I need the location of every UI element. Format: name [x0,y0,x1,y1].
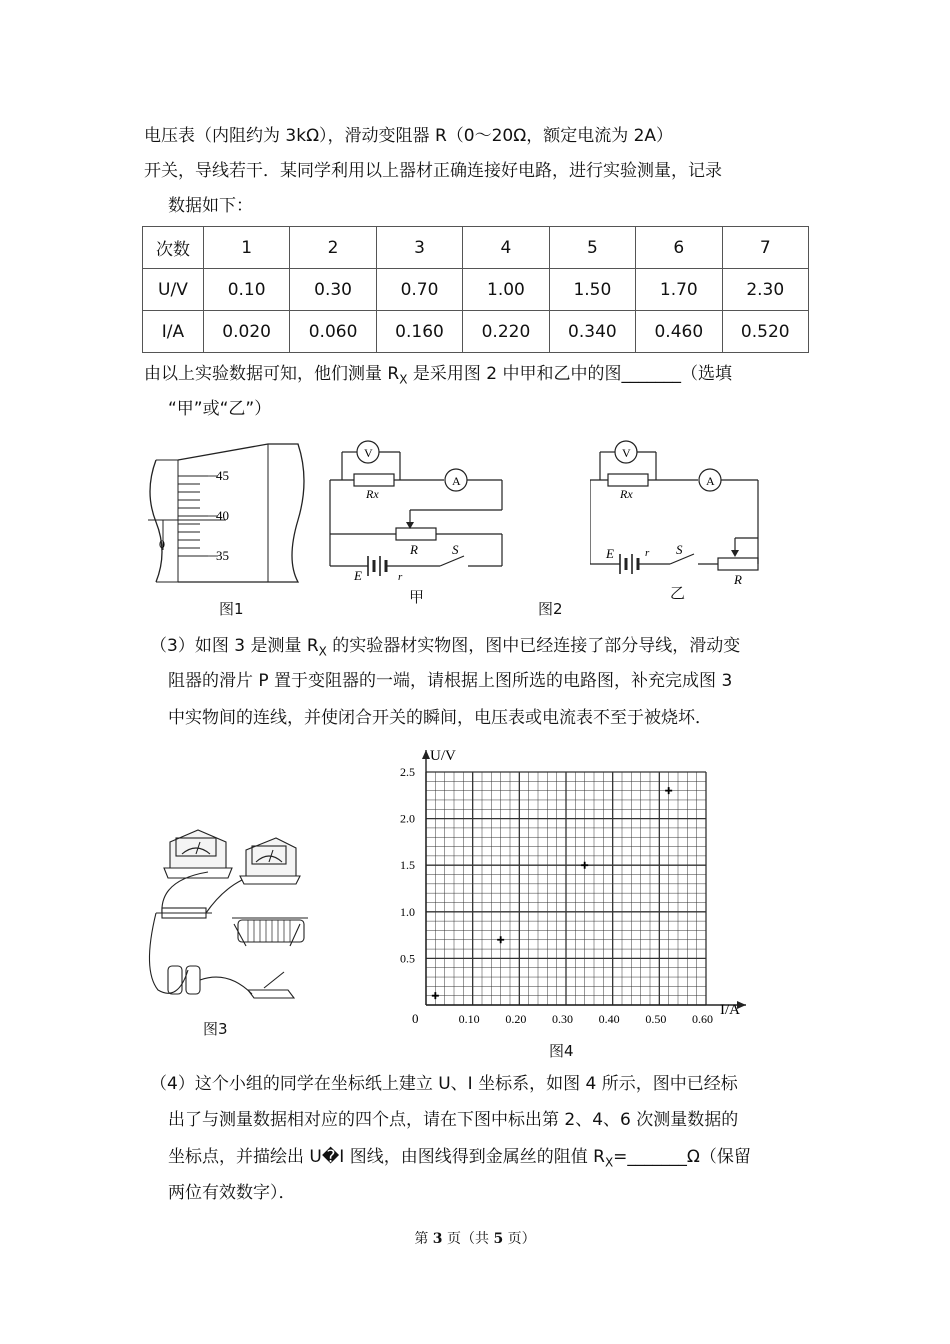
table-cell: 2 [290,227,376,269]
fig4-caption: 图4 [549,1042,574,1060]
table-cell: 1.70 [636,269,722,311]
y-axis-label: U/V [430,748,456,764]
q3-line-2: 阻器的滑片 P 置于变阻器的一端，请根据上图所选的电路图，补充完成图 3 [168,671,733,691]
page-total: 5 [493,1231,504,1247]
x-tick-label: 0.40 [598,1012,620,1026]
table-cell: 1.50 [549,269,635,311]
subscript: X [604,1155,614,1170]
figure-1-micrometer [138,440,308,590]
y-tick-label: 2.5 [400,765,415,779]
origin-label: 0 [412,1011,419,1026]
table-row [143,269,809,311]
q4-line-2: 出了与测量数据相对应的四个点，请在下图中标出第 2、4、6 次测量数据的 [168,1110,739,1130]
table-cell: 0.060 [290,311,376,353]
text-line-1: 电压表（内阻约为 3kΩ），滑动变阻器 R（0～20Ω，额定电流为 2A） [144,126,674,146]
table-cell: 0.460 [636,311,722,353]
table-cell: 5 [549,227,635,269]
text-span: （3）如图 3 是测量 R [150,636,319,656]
figure-2-yi-circuit [590,432,780,592]
table-cell: 3 [376,227,462,269]
ammeter-label: A [452,474,461,488]
text-line-5: “甲”或“乙”） [168,399,272,419]
fig3-caption: 图3 [203,1020,228,1038]
table-row [143,311,809,353]
table-cell: 2.30 [722,269,808,311]
table-cell: 0.160 [376,311,462,353]
e-label: E [606,546,614,561]
x-tick-label: 0.30 [552,1012,573,1026]
fig1-caption: 图1 [219,600,244,618]
y-axis-arrow [422,750,430,759]
text-span: =_______Ω（保留 [613,1147,751,1167]
s-label: S [452,542,459,557]
voltmeter-label: V [622,446,631,460]
x-tick-label: 0.20 [505,1012,527,1026]
fig2-caption: 图2 [538,600,563,618]
table-cell: 0.30 [290,269,376,311]
s-label: S [676,542,683,557]
page-number: 3 [432,1231,443,1247]
data-point [497,936,504,943]
internal-r-label: r [645,547,650,559]
table-cell: 6 [636,227,722,269]
unknown-glyph: � [321,1147,340,1167]
data-point [581,862,588,869]
tick-label: 45 [216,468,229,483]
y-tick-label: 0.5 [400,951,415,966]
footer-text: 页） [503,1231,536,1247]
table-cell: 4 [463,227,549,269]
x-tick-label: 0.50 [645,1012,667,1026]
table-cell: I/A [143,311,204,353]
q3-line-3: 中实物间的连线，并使闭合开关的瞬间，电压表或电流表不至于被烧坏． [168,708,712,728]
footer-text: 第 [414,1231,433,1247]
text-span: 由以上实验数据可知，他们测量 R [144,364,400,384]
text-line-2: 开关，导线若干．某同学利用以上器材正确连接好电路，进行实验测量，记录 [144,161,722,181]
y-tick-label: 2.0 [400,811,415,826]
jia-label: 甲 [409,588,425,606]
table-cell: 1 [203,227,289,269]
internal-r-label: r [398,571,403,583]
data-point [665,787,672,794]
text-span: I 图线，由图线得到金属丝的阻值 R [339,1147,605,1167]
tick-label: 40 [216,508,229,523]
x-tick-label: 0.60 [692,1012,713,1026]
table-cell: 0.340 [549,311,635,353]
subscript: X [399,372,408,387]
data-point [432,992,439,999]
yi-label: 乙 [670,584,686,602]
figure-4-chart [380,740,760,1040]
subscript: X [318,644,327,659]
figure-3-apparatus [138,820,323,1005]
r-label: R [734,572,742,587]
y-tick-label: 1.0 [400,904,415,919]
table-cell: 次数 [143,227,204,269]
text-line-3: 数据如下： [168,196,253,216]
e-label: E [354,568,362,583]
footer-text: 页（共 [442,1231,494,1247]
x-axis-label: I/A [720,1002,740,1018]
table-header-row [143,227,809,269]
tick-label: 35 [216,548,229,563]
table-cell: 0.520 [722,311,808,353]
page-footer [0,1228,950,1248]
q3-line-1 [150,634,740,663]
table-cell: 0.70 [376,269,462,311]
q4-line-1: （4）这个小组的同学在坐标纸上建立 U、I 坐标系，如图 4 所示，图中已经标 [150,1074,738,1094]
data-table [142,226,809,353]
chart-grid [426,772,706,1005]
ammeter-label: A [706,474,715,488]
figure-2-jia-circuit [320,432,510,592]
rx-label: Rx [620,487,633,501]
x-tick-label: 0.10 [458,1012,480,1026]
rx-label: Rx [366,487,379,501]
table-cell: 1.00 [463,269,549,311]
text-span: 的实验器材实物图，图中已经连接了部分导线，滑动变 [326,636,741,656]
table-cell: 7 [722,227,808,269]
y-tick-label: 1.5 [400,858,415,873]
text-span: 是采用图 2 中甲和乙中的图_______（选填 [407,364,732,384]
q4-line-3 [168,1145,751,1174]
tick-label: 0 [159,537,165,551]
table-cell: 0.220 [463,311,549,353]
table-cell: U/V [143,269,204,311]
q4-line-4: 两位有效数字）． [168,1183,296,1203]
chart-axes [422,750,746,1009]
text-line-4 [144,362,732,391]
text-span: 坐标点，并描绘出 U [168,1147,322,1167]
voltmeter-label: V [364,446,373,460]
r-label: R [410,542,418,557]
table-cell: 0.020 [203,311,289,353]
table-cell: 0.10 [203,269,289,311]
